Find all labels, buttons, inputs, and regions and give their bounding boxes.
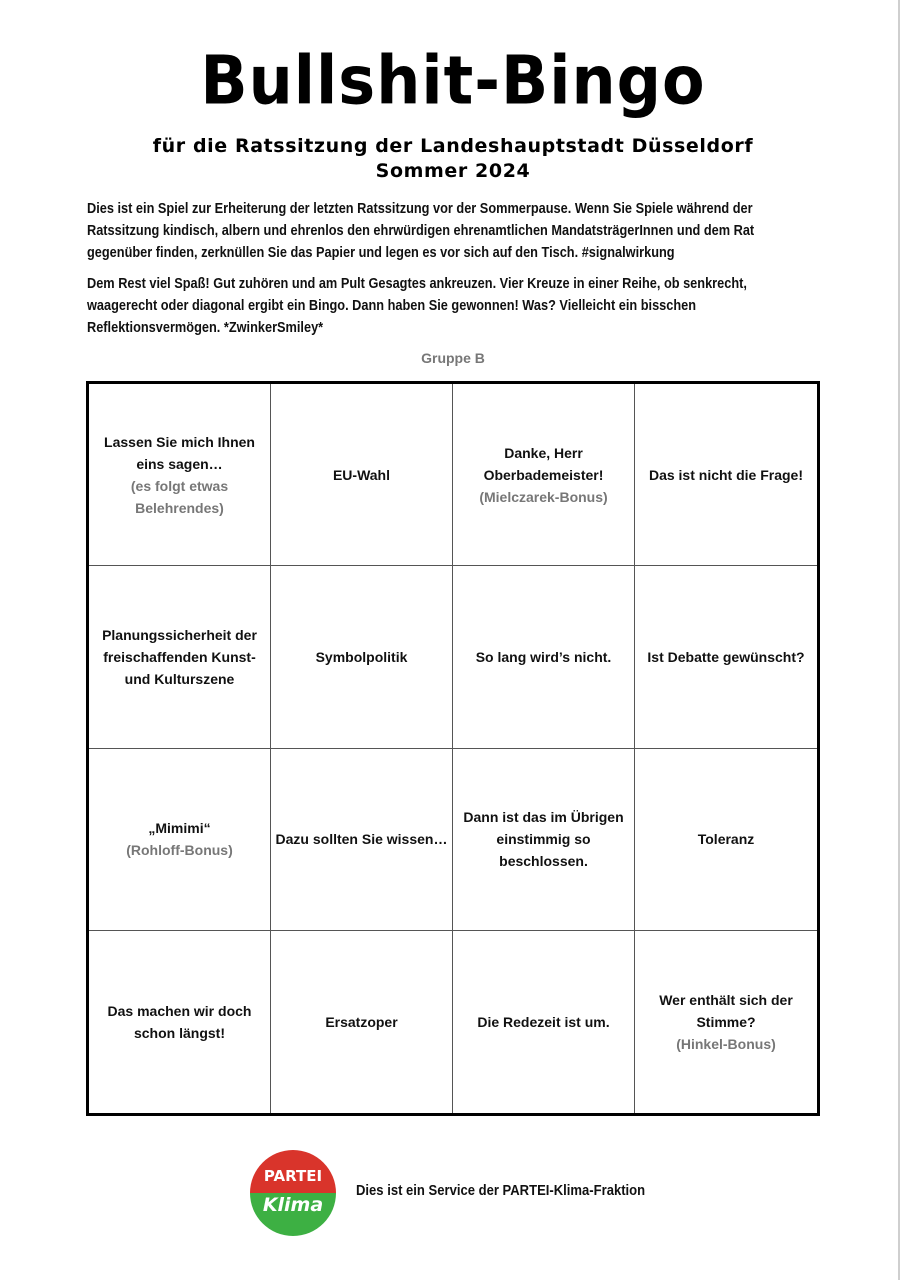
intro-paragraph-1: [87, 198, 826, 264]
intro-line: Reflektionsvermögen. *ZwinkerSmiley*: [87, 320, 324, 336]
bingo-cell[interactable]: [453, 931, 635, 1113]
bingo-cell[interactable]: [271, 566, 453, 748]
bingo-cell-bonus: (Hinkel-Bonus): [676, 1035, 776, 1052]
intro-line: Dies ist ein Spiel zur Erheiterung der letzten Ratssitzung vor der Sommerpause. Wenn Sie Spiele während der: [87, 201, 753, 217]
partei-klima-logo: [250, 1150, 336, 1236]
intro-line: waagerecht oder diagonal ergibt ein Bingo. Dann haben Sie gewonnen! Was? Vielleicht ein bisschen: [87, 298, 697, 314]
intro-line: gegenüber finden, zerknüllen Sie das Papier und legen es vor sich auf den Tisch. #signalwirkung: [87, 245, 675, 261]
bingo-cell-text: Ersatzoper: [325, 1013, 398, 1030]
bingo-cell-text: So lang wird’s nicht.: [475, 648, 612, 665]
bingo-cell-bonus: (Mielczarek-Bonus): [479, 488, 608, 505]
bingo-cell[interactable]: [453, 384, 635, 566]
bingo-cell-text: Symbolpolitik: [315, 648, 408, 665]
bingo-cell-text: EU-Wahl: [332, 466, 391, 483]
bingo-cell-text: Danke, Herr Oberbademeister!: [483, 444, 604, 483]
intro-line: Ratssitzung kindisch, albern und ehrenlos den ehrwürdigen ehrenamtlichen MandatsträgerInnen und dem Rat: [87, 223, 755, 239]
bingo-cell-bonus: (Rohloff-Bonus): [126, 842, 233, 859]
bingo-cell-text: Das machen wir doch schon längst!: [107, 1002, 252, 1041]
bingo-cell-text: Lassen Sie mich Ihnen eins sagen…: [104, 433, 255, 472]
bingo-cell[interactable]: [89, 384, 271, 566]
subtitle-line-1: für die Ratssitzung der Landeshauptstadt Düsseldorf: [152, 135, 754, 157]
footer-service-text: Dies ist ein Service der PARTEI-Klima-Fraktion: [356, 1183, 646, 1199]
bingo-cell[interactable]: [89, 749, 271, 931]
bingo-cell-text: Die Redezeit ist um.: [477, 1013, 610, 1030]
bingo-cell-text: Toleranz: [697, 831, 755, 848]
bingo-cell[interactable]: [453, 566, 635, 748]
bingo-cell-text: Dazu sollten Sie wissen…: [275, 831, 448, 848]
bingo-cell[interactable]: [271, 931, 453, 1113]
bingo-cell[interactable]: [635, 384, 817, 566]
bingo-cell-text: Wer enthält sich der Stimme?: [659, 991, 793, 1030]
bingo-cell-text: Ist Debatte gewünscht?: [647, 648, 805, 665]
subtitle: [0, 134, 906, 184]
bingo-cell-text: Planungssicherheit der freischaffenden Kunst- und Kulturszene: [102, 626, 257, 687]
bingo-cell[interactable]: [453, 749, 635, 931]
bingo-cell[interactable]: [635, 566, 817, 748]
bingo-cell[interactable]: [635, 749, 817, 931]
page-edge: [898, 0, 900, 1280]
bingo-cell[interactable]: [271, 749, 453, 931]
group-label: Gruppe B: [421, 350, 485, 366]
bingo-cell-text: „Mimimi“: [148, 820, 211, 837]
subtitle-line-2: Sommer 2024: [375, 160, 531, 182]
intro-line: Dem Rest viel Spaß! Gut zuhören und am Pult Gesagtes ankreuzen. Vier Kreuze in einer Reihe, ob senkrecht,: [87, 276, 747, 292]
bingo-cell[interactable]: [635, 931, 817, 1113]
bingo-cell[interactable]: [89, 931, 271, 1113]
bingo-cell-text: Das ist nicht die Frage!: [648, 466, 804, 483]
bingo-cell-bonus: (es folgt etwas Belehrendes): [130, 477, 229, 516]
page-title: Bullshit-Bingo: [200, 41, 706, 120]
bingo-cell-text: Dann ist das im Übrigen einstimmig so beschlossen.: [463, 809, 624, 870]
logo-klima-text: Klima: [262, 1194, 324, 1216]
intro-paragraph-2: [87, 273, 826, 339]
bingo-cell[interactable]: [89, 566, 271, 748]
bingo-grid: [86, 381, 820, 1116]
bingo-cell[interactable]: [271, 384, 453, 566]
logo-partei-text: PARTEI: [263, 1167, 323, 1185]
